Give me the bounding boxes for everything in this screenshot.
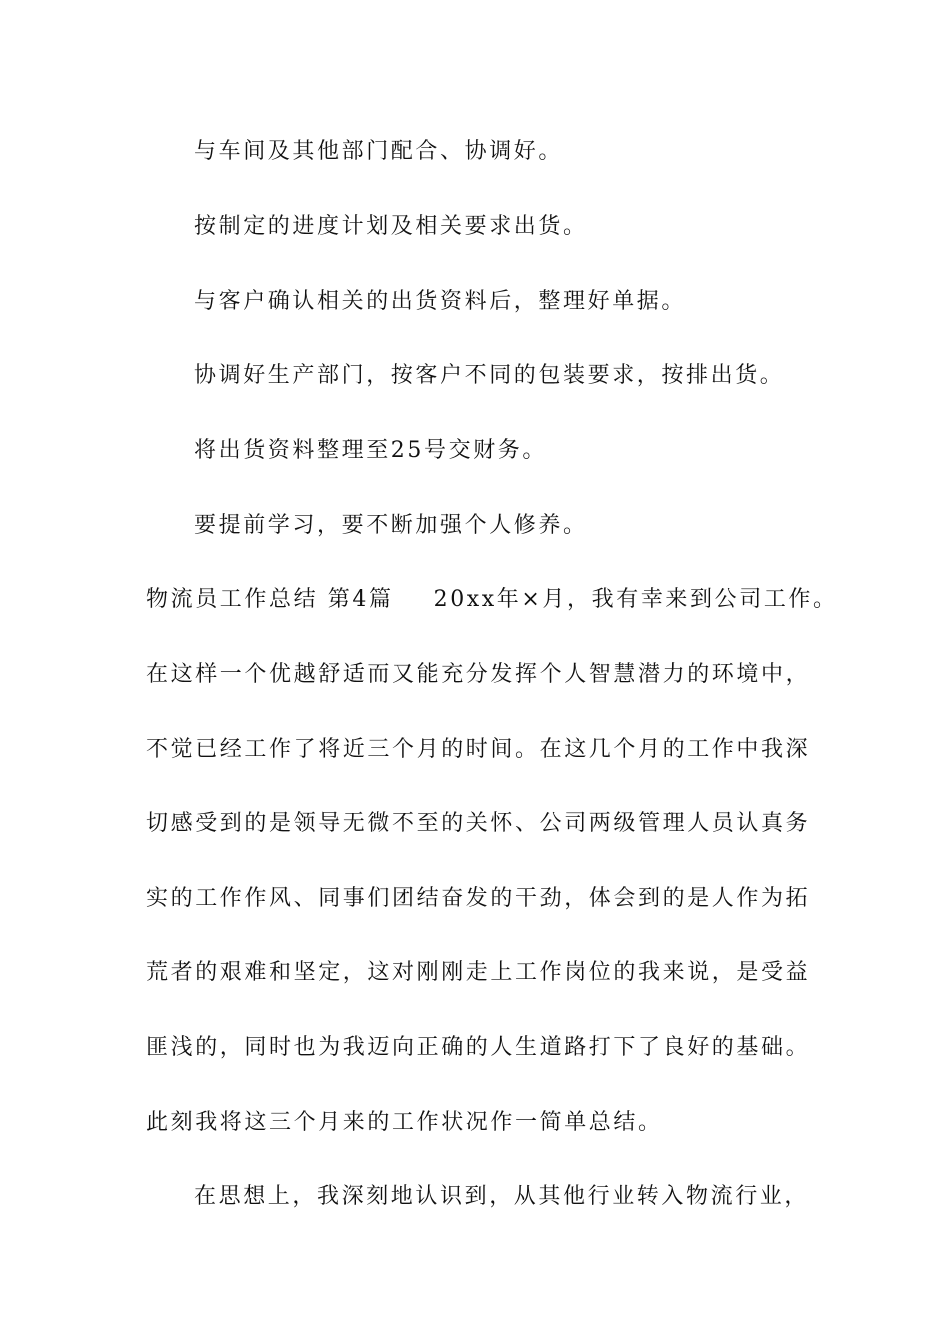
section-first-line: 20xx年×月，我有幸来到公司工作。 bbox=[433, 587, 838, 612]
paragraph-line: 荒者的艰难和坚定，这对刚刚走上工作岗位的我来说，是受益 bbox=[146, 960, 811, 985]
paragraph-line: 此刻我将这三个月来的工作状况作一简单总结。 bbox=[146, 1110, 663, 1135]
list-item: 要提前学习，要不断加强个人修养。 bbox=[194, 513, 588, 538]
list-item: 与客户确认相关的出货资料后，整理好单据。 bbox=[194, 289, 687, 314]
paragraph-line: 不觉已经工作了将近三个月的时间。在这几个月的工作中我深 bbox=[146, 737, 811, 762]
list-item: 协调好生产部门，按客户不同的包装要求，按排出货。 bbox=[194, 363, 785, 388]
section-heading-line bbox=[146, 585, 838, 615]
list-item: 按制定的进度计划及相关要求出货。 bbox=[194, 214, 588, 239]
list-item: 将出货资料整理至25号交财务。 bbox=[194, 438, 547, 463]
paragraph-line: 在这样一个优越舒适而又能充分发挥个人智慧潜力的环境中， bbox=[146, 662, 811, 687]
paragraph-line: 实的工作作风、同事们团结奋发的干劲，体会到的是人作为拓 bbox=[146, 886, 811, 911]
paragraph-line: 匪浅的，同时也为我迈向正确的人生道路打下了良好的基础。 bbox=[146, 1035, 811, 1060]
paragraph-line: 切感受到的是领导无微不至的关怀、公司两级管理人员认真务 bbox=[146, 811, 811, 836]
section-heading: 物流员工作总结 第4篇 bbox=[146, 587, 394, 612]
paragraph-line: 在思想上，我深刻地认识到，从其他行业转入物流行业， bbox=[194, 1184, 810, 1209]
list-item: 与车间及其他部门配合、协调好。 bbox=[194, 139, 564, 164]
